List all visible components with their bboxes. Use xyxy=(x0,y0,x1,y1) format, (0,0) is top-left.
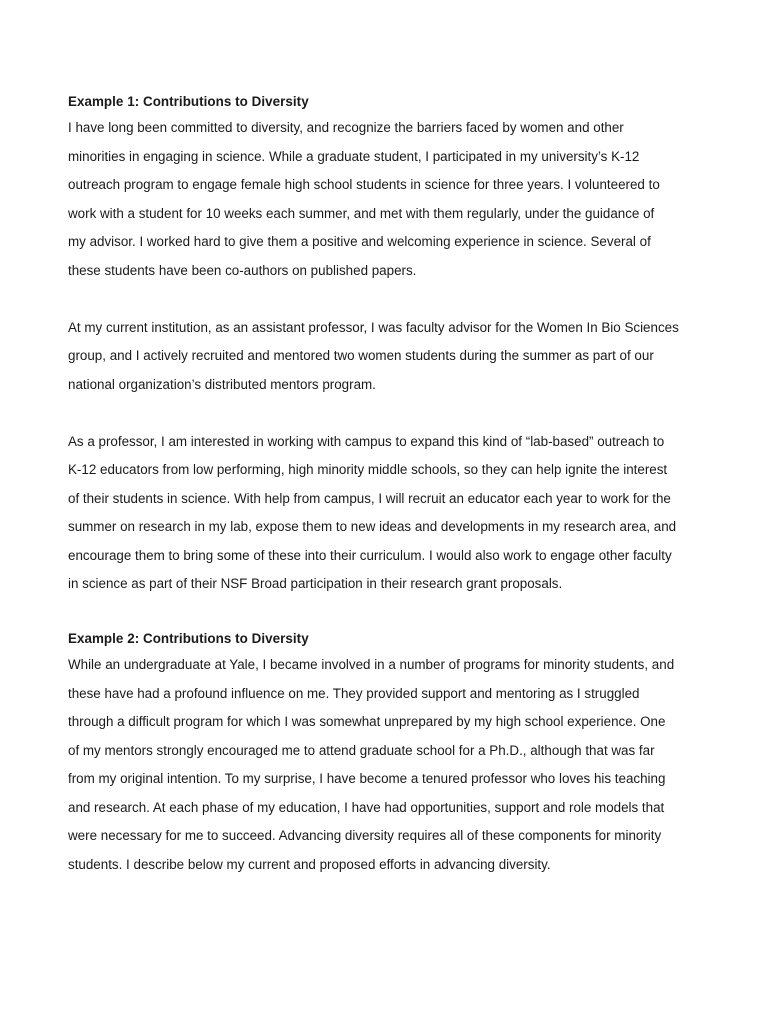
text-line: through a difficult program for which I was somewhat unprepared by my high school experience. One xyxy=(68,714,666,729)
text-line: I have long been committed to diversity, and recognize the barriers faced by women and other xyxy=(68,120,624,135)
text-line: national organization’s distributed mentors program. xyxy=(68,376,376,392)
text-line: in science as part of their NSF Broad participation in their research grant proposals. xyxy=(68,576,563,591)
example-2-heading: Example 2: Contributions to Diversity xyxy=(68,631,309,646)
text-line: K-12 educators from low performing, high minority middle schools, so they can help ignite the interest xyxy=(68,462,668,477)
text-line: While an undergraduate at Yale, I became involved in a number of programs for minority students, and xyxy=(68,657,675,672)
document-page xyxy=(68,90,718,879)
paragraph-gap xyxy=(68,599,718,628)
paragraph-gap xyxy=(68,399,718,428)
text-line: students. I describe below my current and proposed efforts in advancing diversity. xyxy=(68,856,551,872)
text-line: outreach program to engage female high school students in science for three years. I volunteered to xyxy=(68,177,660,192)
example-1-paragraph-1 xyxy=(68,114,718,285)
text-line: of their students in science. With help from campus, I will recruit an educator each year to work for the xyxy=(68,490,671,506)
text-line: these students have been co-authors on published papers. xyxy=(68,262,417,278)
text-line: and research. At each phase of my education, I have had opportunities, support and role models that xyxy=(68,799,665,815)
paragraph-gap xyxy=(68,285,718,314)
example-1-heading: Example 1: Contributions to Diversity xyxy=(68,94,309,109)
text-line: As a professor, I am interested in working with campus to expand this kind of “lab-based” outreach to xyxy=(68,433,665,449)
text-line: these have had a profound influence on me. They provided support and mentoring as I struggled xyxy=(68,685,640,701)
text-line: my advisor. I worked hard to give them a positive and welcoming experience in science. Several of xyxy=(68,234,651,249)
example-1-paragraph-2 xyxy=(68,314,718,400)
text-line: of my mentors strongly encouraged me to attend graduate school for a Ph.D., although that was far xyxy=(68,742,655,758)
text-line: from my original intention. To my surprise, I have become a tenured professor who loves his teaching xyxy=(68,771,666,786)
example-2-paragraph-1 xyxy=(68,651,718,879)
text-line: encourage them to bring some of these into their curriculum. I would also work to engage other faculty xyxy=(68,547,672,563)
text-line: At my current institution, as an assistant professor, I was faculty advisor for the Women In Bio Sciences xyxy=(68,319,679,335)
text-line: minorities in engaging in science. While a graduate student, I participated in my university’s K-12 xyxy=(68,148,640,164)
text-line: work with a student for 10 weeks each summer, and met with them regularly, under the guidance of xyxy=(68,205,655,221)
example-1-paragraph-3 xyxy=(68,428,718,599)
text-line: summer on research in my lab, expose them to new ideas and developments in my research area, and xyxy=(68,519,677,534)
text-line: group, and I actively recruited and mentored two women students during the summer as part of our xyxy=(68,348,654,363)
text-line: were necessary for me to succeed. Advancing diversity requires all of these components for minority xyxy=(68,828,662,843)
